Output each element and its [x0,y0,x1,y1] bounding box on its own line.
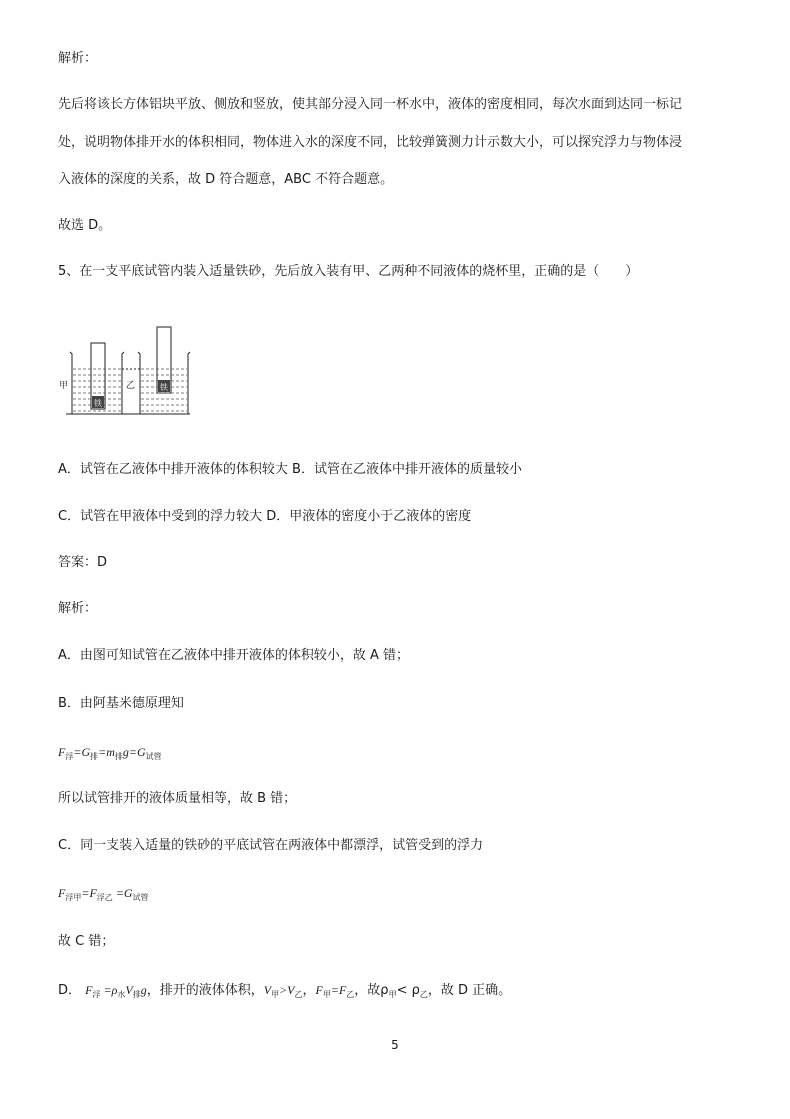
answer: 答案：D [58,555,108,570]
options-cd: C．试管在甲液体中受到的浮力较大 D．甲液体的密度小于乙液体的密度 [58,509,472,524]
analysis-c2: 故 C 错； [58,934,115,949]
options-ab: A．试管在乙液体中排开液体的体积较大 B．试管在乙液体中排开液体的质量较小 [58,462,522,477]
paragraph-line: 处，说明物体排开水的体积相同，物体进入水的深度不同，比较弹簧测力计示数大小，可以探究浮力与物体浸 [58,135,683,150]
label-yi: 乙 [126,381,136,391]
analysis-a: A．由图可知试管在乙液体中排开液体的体积较小，故 A 错； [58,648,410,663]
sand-label-right: 铁 [160,383,168,392]
analysis-b2: 所以试管排开的液体质量相等，故 B 错； [58,791,297,806]
sand-label-left: 铁 [94,399,102,408]
label-jia: 甲 [59,381,69,391]
analysis-d: D． $F_浮 =\rho_水V_排g$，排开的液体体积，$V_甲>V_乙$，$F_甲=F_乙$，故$\rho_甲< \rho_乙$，故 D 正确。 [58,983,512,999]
conclusion-line: 故选 D。 [58,218,112,233]
formula-b: $F_浮=G_排=m_排g=G_{试管}$ [58,745,162,761]
paragraph-line: 入液体的深度的关系，故 D 符合题意，ABC 不符合题意。 [58,172,394,187]
analysis-b: B．由阿基米德原理知 [58,696,184,711]
analysis-heading-1: 解析： [58,51,98,66]
page-number: 5 [391,1038,399,1052]
analysis-heading-2: 解析： [58,601,98,616]
question-5: 5、在一支平底试管内装入适量铁砂，先后放入装有甲、乙两种不同液体的烧杯里，正确的是（ ） [58,264,639,279]
analysis-c: C．同一支装入适量的铁砂的平底试管在两液体中都漂浮，试管受到的浮力 [58,838,484,853]
beakers-figure [58,322,198,422]
paragraph-line: 先后将该长方体铝块平放、侧放和竖放，使其部分浸入同一杯水中，液体的密度相同，每次水面到达同一标记 [58,97,683,112]
formula-c: $F_{浮甲}=F_{浮乙} =G_{试管}$ [58,886,149,902]
